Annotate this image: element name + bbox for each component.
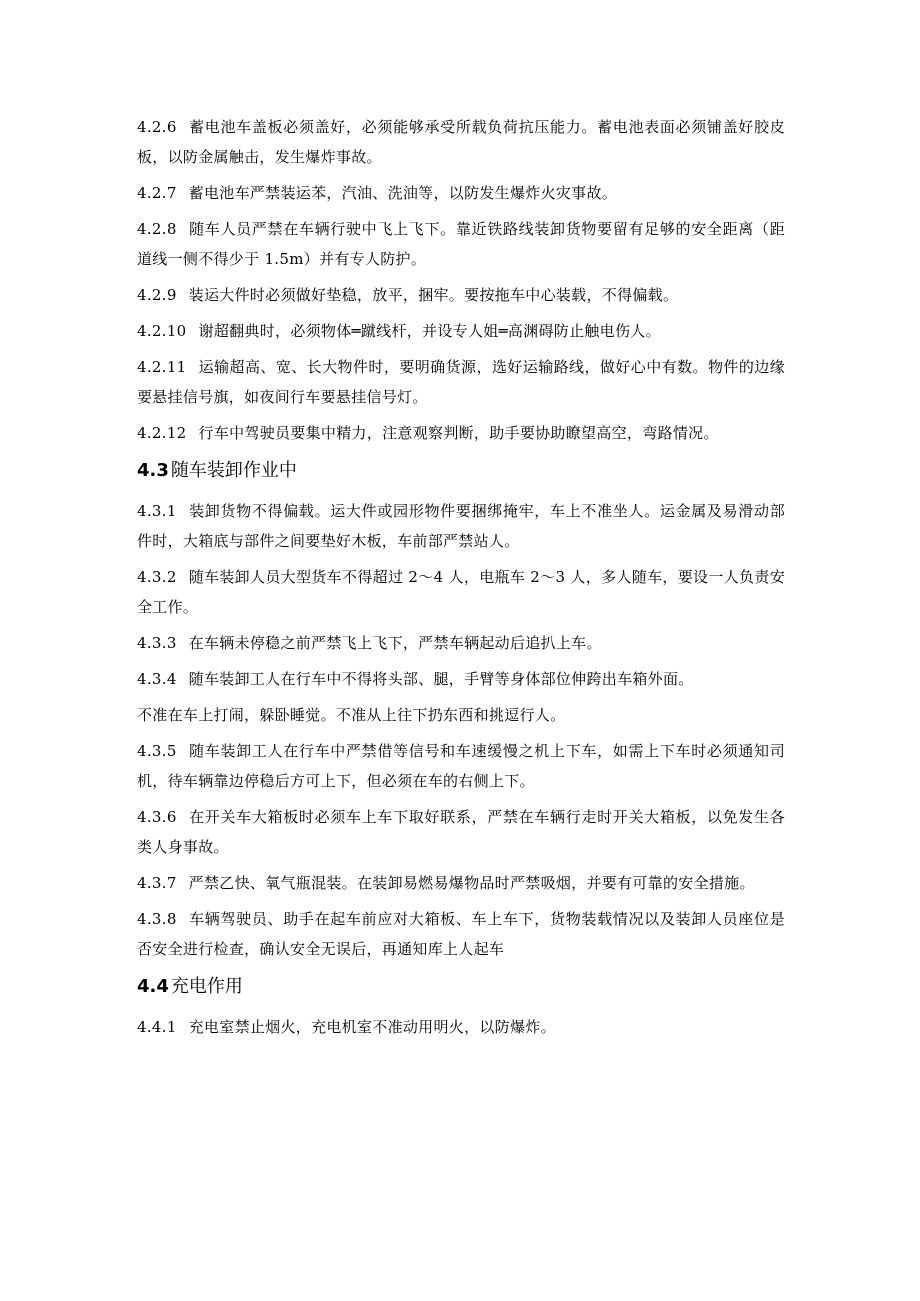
clause-paragraph [137, 700, 785, 730]
clause-text: 不准在车上打闹，躲卧睡觉。不准从上往下扔东西和挑逗行人。 [137, 706, 566, 724]
clause-text: 充电室禁止烟火，充电机室不准动用明火，以防爆炸。 [188, 1018, 556, 1036]
clause-number: 4.3.1 [137, 502, 177, 520]
section-number: 4.3 [137, 460, 169, 481]
clause-text: 装卸货物不得偏载。运大件或园形物件要捆绑掩牢，车上不准坐人。运金属及易滑动部件时，大箱底与部件之间要垫好木板，车前部严禁站人。 [137, 502, 785, 550]
clause-number: 4.3.4 [137, 670, 177, 688]
section-title: 充电作用 [170, 976, 243, 997]
clause-number: 4.3.5 [137, 742, 177, 760]
clause-number: 4.3.8 [137, 910, 177, 928]
clause-number: 4.3.6 [137, 808, 177, 826]
section-heading [137, 972, 785, 1002]
clause-text: 随车装卸人员大型货车不得超过 2～4 人，电瓶车 2～3 人，多人随车，要设一人负责安全工作。 [137, 568, 785, 616]
clause-text: 严禁乙快、氧气瓶混装。在装卸易燃易爆物品时严禁吸烟，并要有可靠的安全措施。 [188, 874, 755, 892]
clause-number: 4.3.2 [137, 568, 177, 586]
section-heading [137, 456, 785, 486]
clause-number: 4.2.9 [137, 286, 177, 304]
clause-text: 随车装卸工人在行车中不得将头部、腿，手臂等身体部位伸跨出车箱外面。 [188, 670, 694, 688]
section-number: 4.4 [137, 976, 169, 997]
clause-paragraph [137, 112, 785, 172]
clause-paragraph [137, 802, 785, 862]
clause-text: 随车人员严禁在车辆行驶中飞上飞下。靠近铁路线装卸货物要留有足够的安全距离（距道线一侧不得少于 1.5m）并有专人防护。 [137, 220, 785, 268]
clause-text: 在车辆未停稳之前严禁飞上飞下，严禁车辆起动后追扒上车。 [188, 634, 602, 652]
clause-number: 4.2.11 [137, 358, 187, 376]
document-body [137, 112, 785, 1048]
clause-paragraph [137, 628, 785, 658]
clause-text: 在开关车大箱板时必须车上车下取好联系，严禁在车辆行走时开关大箱板，以免发生各类人身事故。 [137, 808, 785, 856]
clause-number: 4.3.7 [137, 874, 177, 892]
clause-paragraph [137, 418, 785, 448]
clause-number: 4.4.1 [137, 1018, 177, 1036]
clause-text: 车辆驾驶员、助手在起车前应对大箱板、车上车下，货物装载情况以及装卸人员座位是否安全进行检查，确认安全无误后，再通知库上人起车 [137, 910, 785, 958]
clause-paragraph [137, 280, 785, 310]
section-title: 随车装卸作业中 [170, 460, 297, 481]
clause-paragraph [137, 496, 785, 556]
clause-number: 4.3.3 [137, 634, 177, 652]
clause-paragraph [137, 868, 785, 898]
clause-paragraph [137, 664, 785, 694]
clause-number: 4.2.10 [137, 322, 187, 340]
clause-number: 4.2.7 [137, 184, 177, 202]
clause-number: 4.2.8 [137, 220, 177, 238]
clause-text: 蓄电池车严禁装运苯，汽油、洗油等，以防发生爆炸火灾事故。 [188, 184, 618, 202]
clause-paragraph [137, 316, 785, 346]
clause-number: 4.2.6 [137, 118, 177, 136]
clause-paragraph [137, 562, 785, 622]
clause-text: 运输超高、宽、长大物件时，要明确货源，选好运输路线，做好心中有数。物件的边缘要悬挂信号旗，如夜间行车要悬挂信号灯。 [137, 358, 785, 406]
clause-paragraph [137, 904, 785, 964]
clause-text: 随车装卸工人在行车中严禁借等信号和车速缓慢之机上下车，如需上下车时必须通知司机，待车辆靠边停稳后方可上下，但必须在车的右侧上下。 [137, 742, 785, 790]
clause-paragraph [137, 352, 785, 412]
clause-paragraph [137, 214, 785, 274]
clause-text: 装运大件时必须做好垫稳，放平，捆牢。要按拖车中心装载，不得偏载。 [188, 286, 679, 304]
clause-number: 4.2.12 [137, 424, 187, 442]
clause-text: 谢超翻典时，必须物体═蹴线杆，并设专人姐═高渊碍防止触电伤人。 [198, 322, 661, 340]
clause-text: 行车中驾驶员要集中精力，注意观察判断，助手要协助瞭望高空，弯路情况。 [198, 424, 719, 442]
clause-paragraph [137, 1012, 785, 1042]
clause-text: 蓄电池车盖板必须盖好，必须能够承受所载负荷抗压能力。蓄电池表面必须铺盖好胶皮板，以防金属触击，发生爆炸事故。 [137, 118, 785, 166]
clause-paragraph [137, 178, 785, 208]
clause-paragraph [137, 736, 785, 796]
